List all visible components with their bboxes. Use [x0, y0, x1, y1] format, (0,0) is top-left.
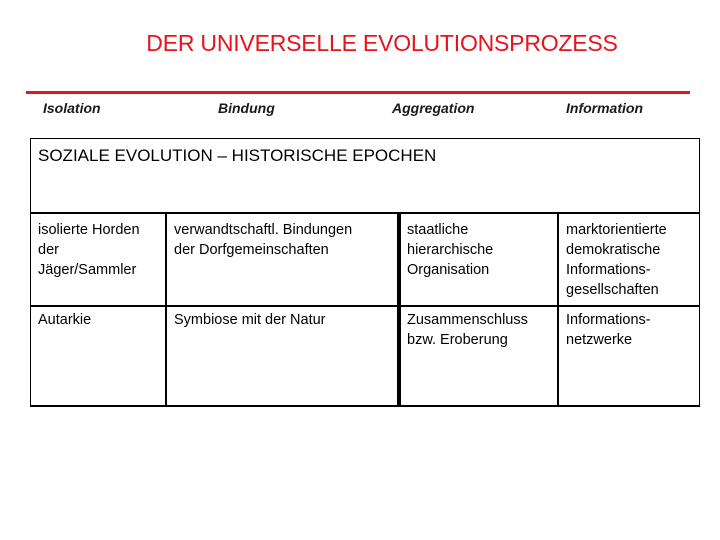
stage-information: Information: [566, 100, 643, 116]
evolution-stages: [0, 100, 720, 120]
stage-bindung: Bindung: [218, 100, 275, 116]
table-cell: Autarkie: [38, 312, 92, 328]
table-divider-top: [30, 212, 700, 214]
column-divider-1: [165, 212, 167, 407]
table-heading: SOZIALE EVOLUTION – HISTORISCHE EPOCHEN: [38, 146, 437, 165]
title-divider: [26, 91, 690, 94]
table-cell: Zusammenschluss bzw. Eroberung: [407, 312, 528, 348]
stage-isolation: Isolation: [43, 100, 101, 116]
page-title: DER UNIVERSELLE EVOLUTIONSPROZESS: [146, 30, 618, 56]
table-cell: staatliche hierarchische Organisation: [407, 222, 494, 278]
table-cell: Symbiose mit der Natur: [174, 312, 326, 328]
column-divider-4: [557, 212, 559, 407]
column-divider-3: [399, 212, 401, 407]
table-cell: isolierte Horden der Jäger/Sammler: [38, 222, 140, 278]
table-divider-middle: [30, 305, 700, 307]
table-divider-bottom: [30, 405, 700, 407]
table-cell: Informations- netzwerke: [566, 312, 651, 348]
table-cell: marktorientierte demokratische Informations- gesellschaften: [566, 222, 667, 298]
stage-aggregation: Aggregation: [392, 100, 475, 116]
table-cell: verwandtschaftl. Bindungen der Dorfgemeinschaften: [174, 222, 353, 258]
